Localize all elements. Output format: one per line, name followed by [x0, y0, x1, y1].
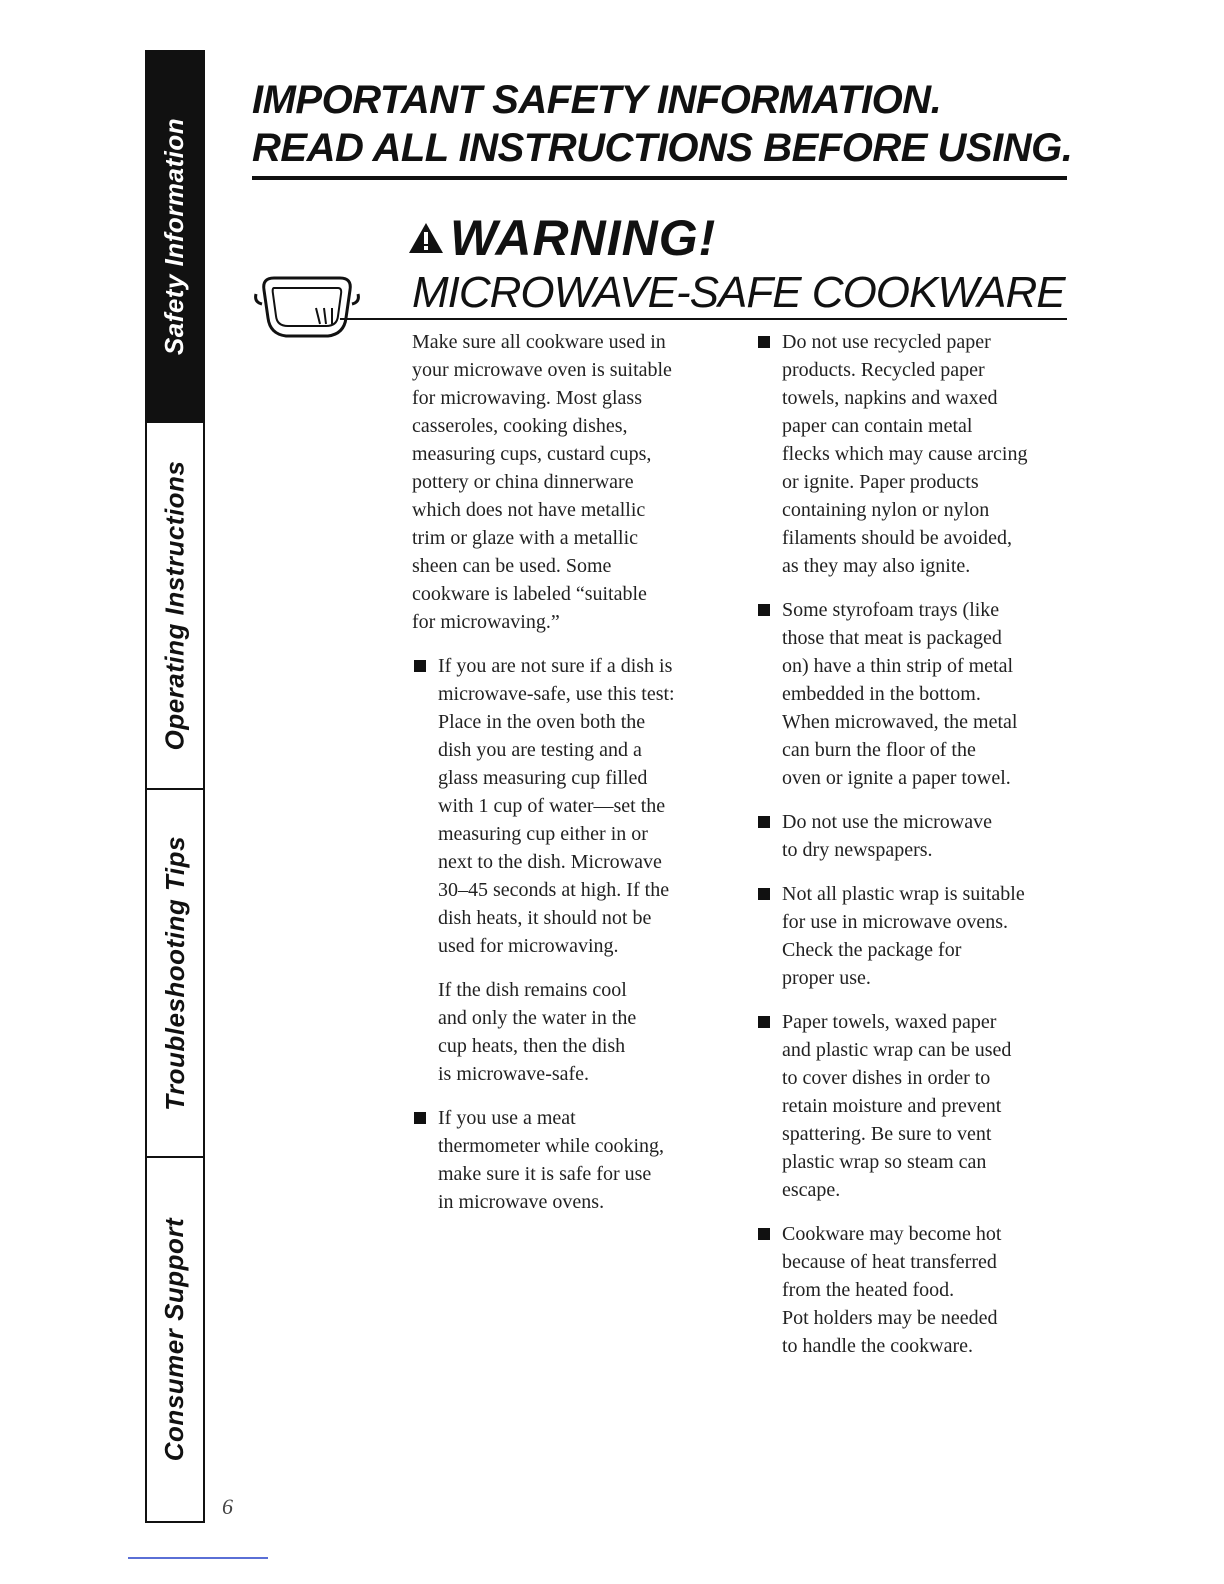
tab-safety-information[interactable]: [147, 52, 203, 423]
bullet-icon: [758, 1228, 770, 1240]
left-column: [412, 328, 732, 1232]
text-line: glass measuring cup filled: [438, 767, 648, 789]
text-line: oven or ignite a paper towel.: [782, 767, 1011, 789]
text-line: or ignite. Paper products: [782, 471, 979, 493]
text-line: 30–45 seconds at high. If the: [438, 879, 670, 901]
text-line: Check the package for: [782, 939, 962, 961]
text-line: measuring cup either in or: [438, 823, 648, 845]
bullet-icon: [758, 1016, 770, 1028]
text-line: can burn the floor of the: [782, 739, 976, 761]
link-underline: [128, 1557, 268, 1559]
text-line: for microwaving.”: [412, 611, 560, 633]
text-line: dish you are testing and a: [438, 739, 642, 761]
text-line: trim or glaze with a metallic: [412, 527, 639, 549]
bullet-icon: [758, 888, 770, 900]
text-line: Some styrofoam trays (like: [782, 599, 1000, 621]
header-line-1: IMPORTANT SAFETY INFORMATION.: [252, 78, 942, 122]
text-line: Not all plastic wrap is suitable: [782, 883, 1025, 905]
header-divider: [252, 176, 1067, 180]
text-line: to dry newspapers.: [782, 839, 933, 861]
text-line: paper can contain metal: [782, 415, 973, 437]
text-line: make sure it is safe for use: [438, 1163, 652, 1185]
text-line: which does not have metallic: [412, 499, 646, 521]
text-line: Cookware may become hot: [782, 1223, 1002, 1245]
text-line: your microwave oven is suitable: [412, 359, 672, 381]
text-line: with 1 cup of water—set the: [438, 795, 666, 817]
list-item: [756, 596, 1072, 792]
text-line: Make sure all cookware used in: [412, 331, 666, 353]
warning-triangle-icon: [408, 222, 444, 254]
page-header: [252, 76, 1073, 172]
intro-paragraph: [412, 328, 732, 636]
text-line: for use in microwave ovens.: [782, 911, 1009, 933]
sidebar-tabs: [145, 50, 205, 1523]
tab-label: Troubleshooting Tips: [159, 835, 190, 1111]
text-line: for microwaving. Most glass: [412, 387, 642, 409]
text-line: Pot holders may be needed: [782, 1307, 998, 1329]
text-line: If you are not sure if a dish is: [438, 655, 673, 677]
text-line: retain moisture and prevent: [782, 1095, 1002, 1117]
section-subtitle: MICROWAVE-SAFE COOKWARE: [412, 268, 1065, 317]
text-line: pottery or china dinnerware: [412, 471, 634, 493]
tab-troubleshooting-tips[interactable]: [147, 790, 203, 1158]
text-line: flecks which may cause arcing: [782, 443, 1028, 465]
text-line: containing nylon or nylon: [782, 499, 990, 521]
text-line: casseroles, cooking dishes,: [412, 415, 628, 437]
text-line: microwave-safe, use this test:: [438, 683, 675, 705]
text-line: When microwaved, the metal: [782, 711, 1018, 733]
tab-label: Safety Information: [159, 117, 190, 356]
text-line: those that meat is packaged: [782, 627, 1002, 649]
text-line: Do not use the microwave: [782, 811, 992, 833]
bullet-icon: [758, 604, 770, 616]
text-line: as they may also ignite.: [782, 555, 971, 577]
text-line: cup heats, then the dish: [438, 1035, 626, 1057]
text-line: from the heated food.: [782, 1279, 955, 1301]
text-line: plastic wrap so steam can: [782, 1151, 987, 1173]
text-line: because of heat transferred: [782, 1251, 997, 1273]
list-item: [756, 808, 1072, 864]
text-line: and only the water in the: [438, 1007, 637, 1029]
page-number: 6: [222, 1494, 233, 1519]
bullet-icon: [758, 816, 770, 828]
text-line: thermometer while cooking,: [438, 1135, 665, 1157]
text-line: cookware is labeled “suitable: [412, 583, 647, 605]
text-line: sheen can be used. Some: [412, 555, 612, 577]
text-line: spattering. Be sure to vent: [782, 1123, 992, 1145]
text-line: is microwave-safe.: [438, 1063, 590, 1085]
text-line: in microwave ovens.: [438, 1191, 605, 1213]
text-line: to handle the cookware.: [782, 1335, 974, 1357]
text-line: used for microwaving.: [438, 935, 619, 957]
text-line: and plastic wrap can be used: [782, 1039, 1012, 1061]
bullet-icon: [414, 660, 426, 672]
text-line: If you use a meat: [438, 1107, 576, 1129]
text-line: filaments should be avoided,: [782, 527, 1012, 549]
text-line: towels, napkins and waxed: [782, 387, 998, 409]
text-line: embedded in the bottom.: [782, 683, 981, 705]
text-line: If the dish remains cool: [438, 979, 627, 1001]
tab-label: Operating Instructions: [159, 460, 190, 751]
text-line: Paper towels, waxed paper: [782, 1011, 997, 1033]
list-item: [412, 652, 732, 960]
text-line: Do not use recycled paper: [782, 331, 991, 353]
list-item: [756, 328, 1072, 580]
text-line: next to the dish. Microwave: [438, 851, 662, 873]
list-item: [756, 1008, 1072, 1204]
continuation-paragraph: [412, 976, 732, 1088]
cookware-dish-icon: [252, 268, 362, 348]
text-line: Place in the oven both the: [438, 711, 646, 733]
tab-consumer-support[interactable]: [147, 1158, 203, 1521]
subtitle-divider: [340, 318, 1067, 320]
list-item: [412, 1104, 732, 1216]
bullet-icon: [758, 336, 770, 348]
list-item: [756, 880, 1072, 992]
warning-title: WARNING!: [450, 210, 717, 266]
list-item: [756, 1220, 1072, 1360]
bullet-icon: [414, 1112, 426, 1124]
text-line: measuring cups, custard cups,: [412, 443, 652, 465]
text-line: escape.: [782, 1179, 841, 1201]
text-line: on) have a thin strip of metal: [782, 655, 1014, 677]
header-line-2: READ ALL INSTRUCTIONS BEFORE USING.: [252, 126, 1073, 170]
warning-heading: [408, 210, 716, 266]
text-line: proper use.: [782, 967, 871, 989]
text-line: dish heats, it should not be: [438, 907, 652, 929]
text-line: to cover dishes in order to: [782, 1067, 991, 1089]
tab-label: Consumer Support: [159, 1217, 190, 1462]
tab-operating-instructions[interactable]: [147, 423, 203, 790]
right-column: [756, 328, 1072, 1376]
text-line: products. Recycled paper: [782, 359, 985, 381]
